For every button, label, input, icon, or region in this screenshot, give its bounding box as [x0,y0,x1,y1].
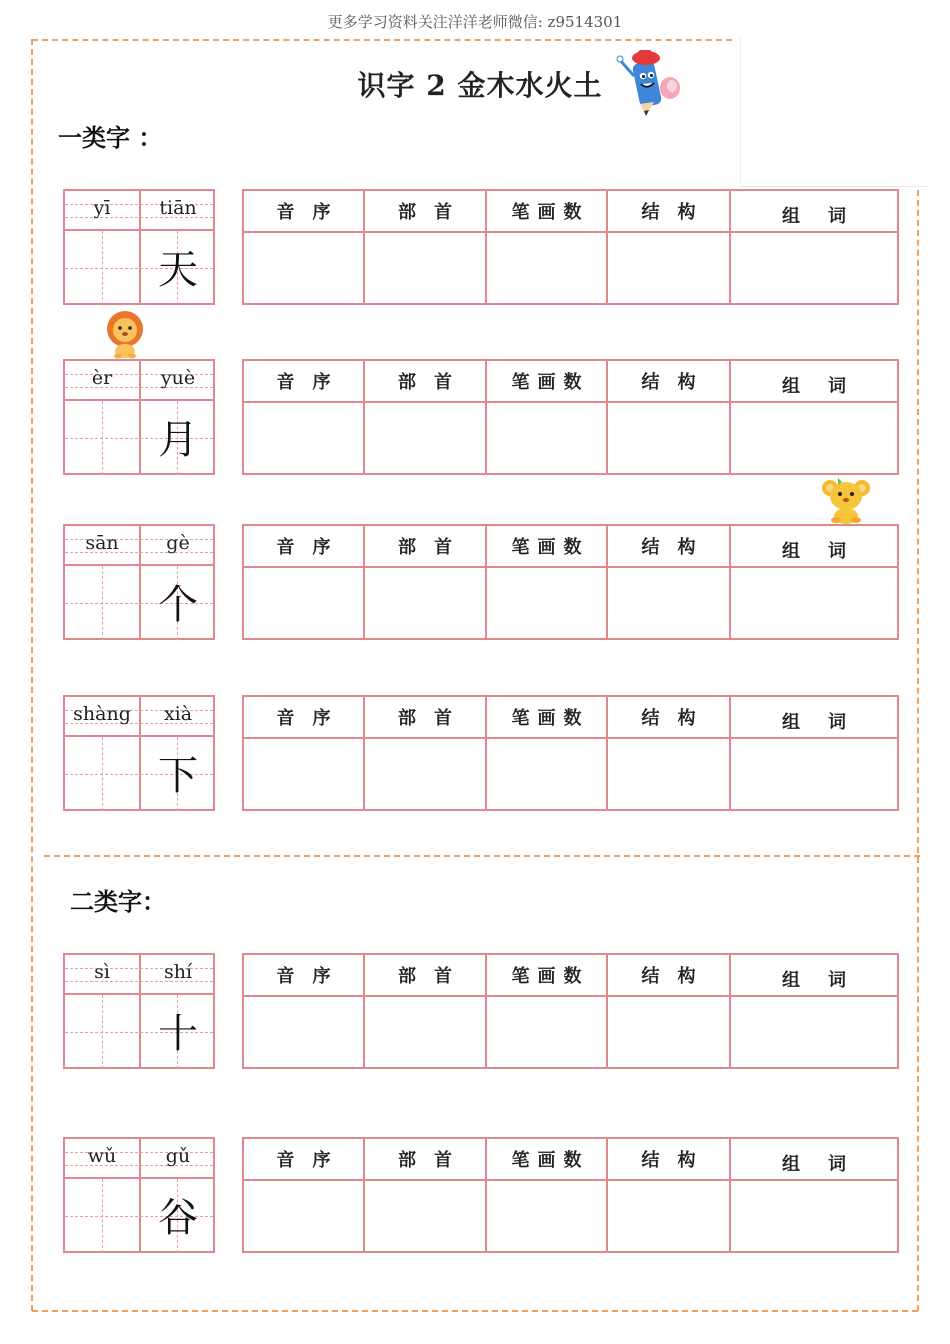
header-zuci [731,191,897,233]
header-char: 部 [398,966,416,987]
header-char: 序 [312,708,331,729]
header-zuci [731,697,897,739]
pinyin-right: gè [166,532,190,554]
header-char: 组 [782,1154,800,1175]
bear-icon [820,474,872,524]
lion-icon [105,309,145,359]
hanzi-character: 天 [158,247,198,293]
header-char: 首 [434,708,452,729]
header-char: 词 [828,1154,846,1175]
header-jiegou [608,955,731,997]
header-char: 构 [677,537,696,558]
input-bihuashu[interactable] [487,403,608,473]
hanzi-character: 谷 [158,1195,198,1241]
input-bushou[interactable] [365,739,487,809]
border-bottom [32,1310,918,1312]
input-zuci[interactable] [731,997,897,1067]
header-yinxu [244,361,365,403]
header-char: 画 [537,202,556,223]
header-bushou [365,697,487,739]
header-char: 笔 [511,1150,530,1171]
header-jiegou [608,361,731,403]
header-char: 组 [782,541,800,562]
pinyin-left: shàng [73,703,131,725]
header-char: 数 [563,537,582,558]
header-char: 画 [537,708,556,729]
header-note: 更多学习资料关注洋洋老师微信: z9514301 [327,13,623,31]
pinyin-right: gǔ [165,1145,191,1167]
input-yinxu[interactable] [244,403,365,473]
pencil-mascot-icon [616,46,686,118]
border-right [917,190,919,1311]
input-bushou[interactable] [365,1181,487,1251]
header-char: 笔 [511,966,530,987]
tianzige-box [63,1137,215,1253]
header-char: 构 [677,372,696,393]
info-table [242,524,899,640]
header-char: 首 [434,966,452,987]
header-char: 音 [276,202,295,223]
header-jiegou [608,191,731,233]
header-char: 笔 [511,537,530,558]
tianzige-box [63,359,215,475]
header-char: 画 [537,966,556,987]
header-bihuashu [487,1139,608,1181]
header-char: 部 [398,202,416,223]
input-jiegou[interactable] [608,997,731,1067]
border-left [31,39,33,1311]
header-yinxu [244,526,365,568]
header-char: 构 [677,966,696,987]
header-char: 组 [782,970,800,991]
header-char: 首 [434,372,452,393]
hanzi-character: 个 [158,582,198,628]
input-zuci[interactable] [731,739,897,809]
blank-patch [740,36,927,187]
header-bihuashu [487,955,608,997]
input-jiegou[interactable] [608,403,731,473]
input-yinxu[interactable] [244,568,365,638]
input-yinxu[interactable] [244,997,365,1067]
header-char: 序 [312,966,331,987]
tianzige-box [63,953,215,1069]
hanzi-character: 下 [158,753,198,799]
header-char: 音 [276,372,295,393]
pinyin-right: xià [163,703,193,725]
header-zuci [731,361,897,403]
input-jiegou[interactable] [608,568,731,638]
header-yinxu [244,955,365,997]
info-table [242,953,899,1069]
header-bushou [365,955,487,997]
input-yinxu[interactable] [244,233,365,303]
header-char: 结 [641,202,660,223]
input-yinxu[interactable] [244,1181,365,1251]
header-char: 首 [434,537,452,558]
header-bihuashu [487,526,608,568]
header-zuci [731,955,897,997]
header-char: 音 [276,537,295,558]
header-char: 部 [398,708,416,729]
header-char: 音 [276,1150,295,1171]
input-bushou[interactable] [365,997,487,1067]
header-char: 数 [563,708,582,729]
header-char: 笔 [511,202,530,223]
border-top [32,39,732,41]
header-char: 结 [641,1150,660,1171]
input-bihuashu[interactable] [487,1181,608,1251]
tianzige-box [63,695,215,811]
header-char: 结 [641,372,660,393]
input-zuci[interactable] [731,403,897,473]
grid-guideline [102,1179,103,1253]
section-label-first: 一类字 ： [58,123,163,152]
header-char: 数 [563,372,582,393]
header-char: 部 [398,372,416,393]
header-char: 数 [563,966,582,987]
pinyin-left: yī [93,197,111,219]
header-bihuashu [487,361,608,403]
pinyin-right: yuè [160,367,196,389]
input-bushou[interactable] [365,233,487,303]
header-char: 笔 [511,372,530,393]
input-zuci[interactable] [731,233,897,303]
header-yinxu [244,1139,365,1181]
header-bushou [365,526,487,568]
header-char: 序 [312,537,331,558]
input-bushou[interactable] [365,568,487,638]
input-jiegou[interactable] [608,739,731,809]
input-bihuashu[interactable] [487,997,608,1067]
pinyin-left: sān [85,532,119,554]
header-char: 词 [828,376,846,397]
pinyin-right: tiān [159,197,197,219]
header-char: 音 [276,708,295,729]
header-char: 序 [312,202,331,223]
info-table [242,1137,899,1253]
header-char: 序 [312,372,331,393]
header-bushou [365,361,487,403]
header-yinxu [244,191,365,233]
header-char: 部 [398,537,416,558]
header-char: 画 [537,372,556,393]
pinyin-left: sì [94,961,110,983]
header-char: 词 [828,712,846,733]
header-char: 部 [398,1150,416,1171]
header-char: 词 [828,541,846,562]
tianzige-box [63,189,215,305]
header-char: 音 [276,966,295,987]
info-table [242,189,899,305]
header-char: 首 [434,1150,452,1171]
grid-guideline [102,401,103,475]
header-char: 构 [677,1150,696,1171]
header-char: 构 [677,708,696,729]
grid-guideline [102,995,103,1069]
header-char: 数 [563,202,582,223]
tianzige-box [63,524,215,640]
header-yinxu [244,697,365,739]
input-bushou[interactable] [365,403,487,473]
pinyin-right: shí [163,961,193,983]
hanzi-character: 月 [158,417,198,463]
input-bihuashu[interactable] [487,739,608,809]
input-bihuashu[interactable] [487,233,608,303]
header-char: 数 [563,1150,582,1171]
input-zuci[interactable] [731,568,897,638]
header-char: 词 [828,970,846,991]
header-char: 词 [828,206,846,227]
header-char: 首 [434,202,452,223]
header-char: 组 [782,206,800,227]
header-char: 构 [677,202,696,223]
header-bihuashu [487,697,608,739]
page-title: 识字 2 金木水火土 [357,69,603,102]
header-char: 组 [782,376,800,397]
header-bihuashu [487,191,608,233]
hanzi-character: 十 [158,1011,198,1057]
input-yinxu[interactable] [244,739,365,809]
header-zuci [731,1139,897,1181]
header-bushou [365,1139,487,1181]
header-zuci [731,526,897,568]
grid-guideline [102,566,103,640]
header-char: 画 [537,537,556,558]
pinyin-left: wǔ [87,1145,117,1167]
header-jiegou [608,697,731,739]
header-bushou [365,191,487,233]
header-char: 结 [641,708,660,729]
header-char: 画 [537,1150,556,1171]
header-char: 结 [641,537,660,558]
info-table [242,695,899,811]
grid-guideline [102,231,103,305]
border-middle [44,855,920,857]
pinyin-left: èr [91,367,113,389]
section-label-second: 二类字： [70,887,166,916]
header-char: 组 [782,712,800,733]
grid-guideline [102,737,103,811]
input-jiegou[interactable] [608,233,731,303]
input-zuci[interactable] [731,1181,897,1251]
input-bihuashu[interactable] [487,568,608,638]
header-char: 结 [641,966,660,987]
header-char: 序 [312,1150,331,1171]
input-jiegou[interactable] [608,1181,731,1251]
info-table [242,359,899,475]
header-jiegou [608,1139,731,1181]
header-jiegou [608,526,731,568]
header-char: 笔 [511,708,530,729]
